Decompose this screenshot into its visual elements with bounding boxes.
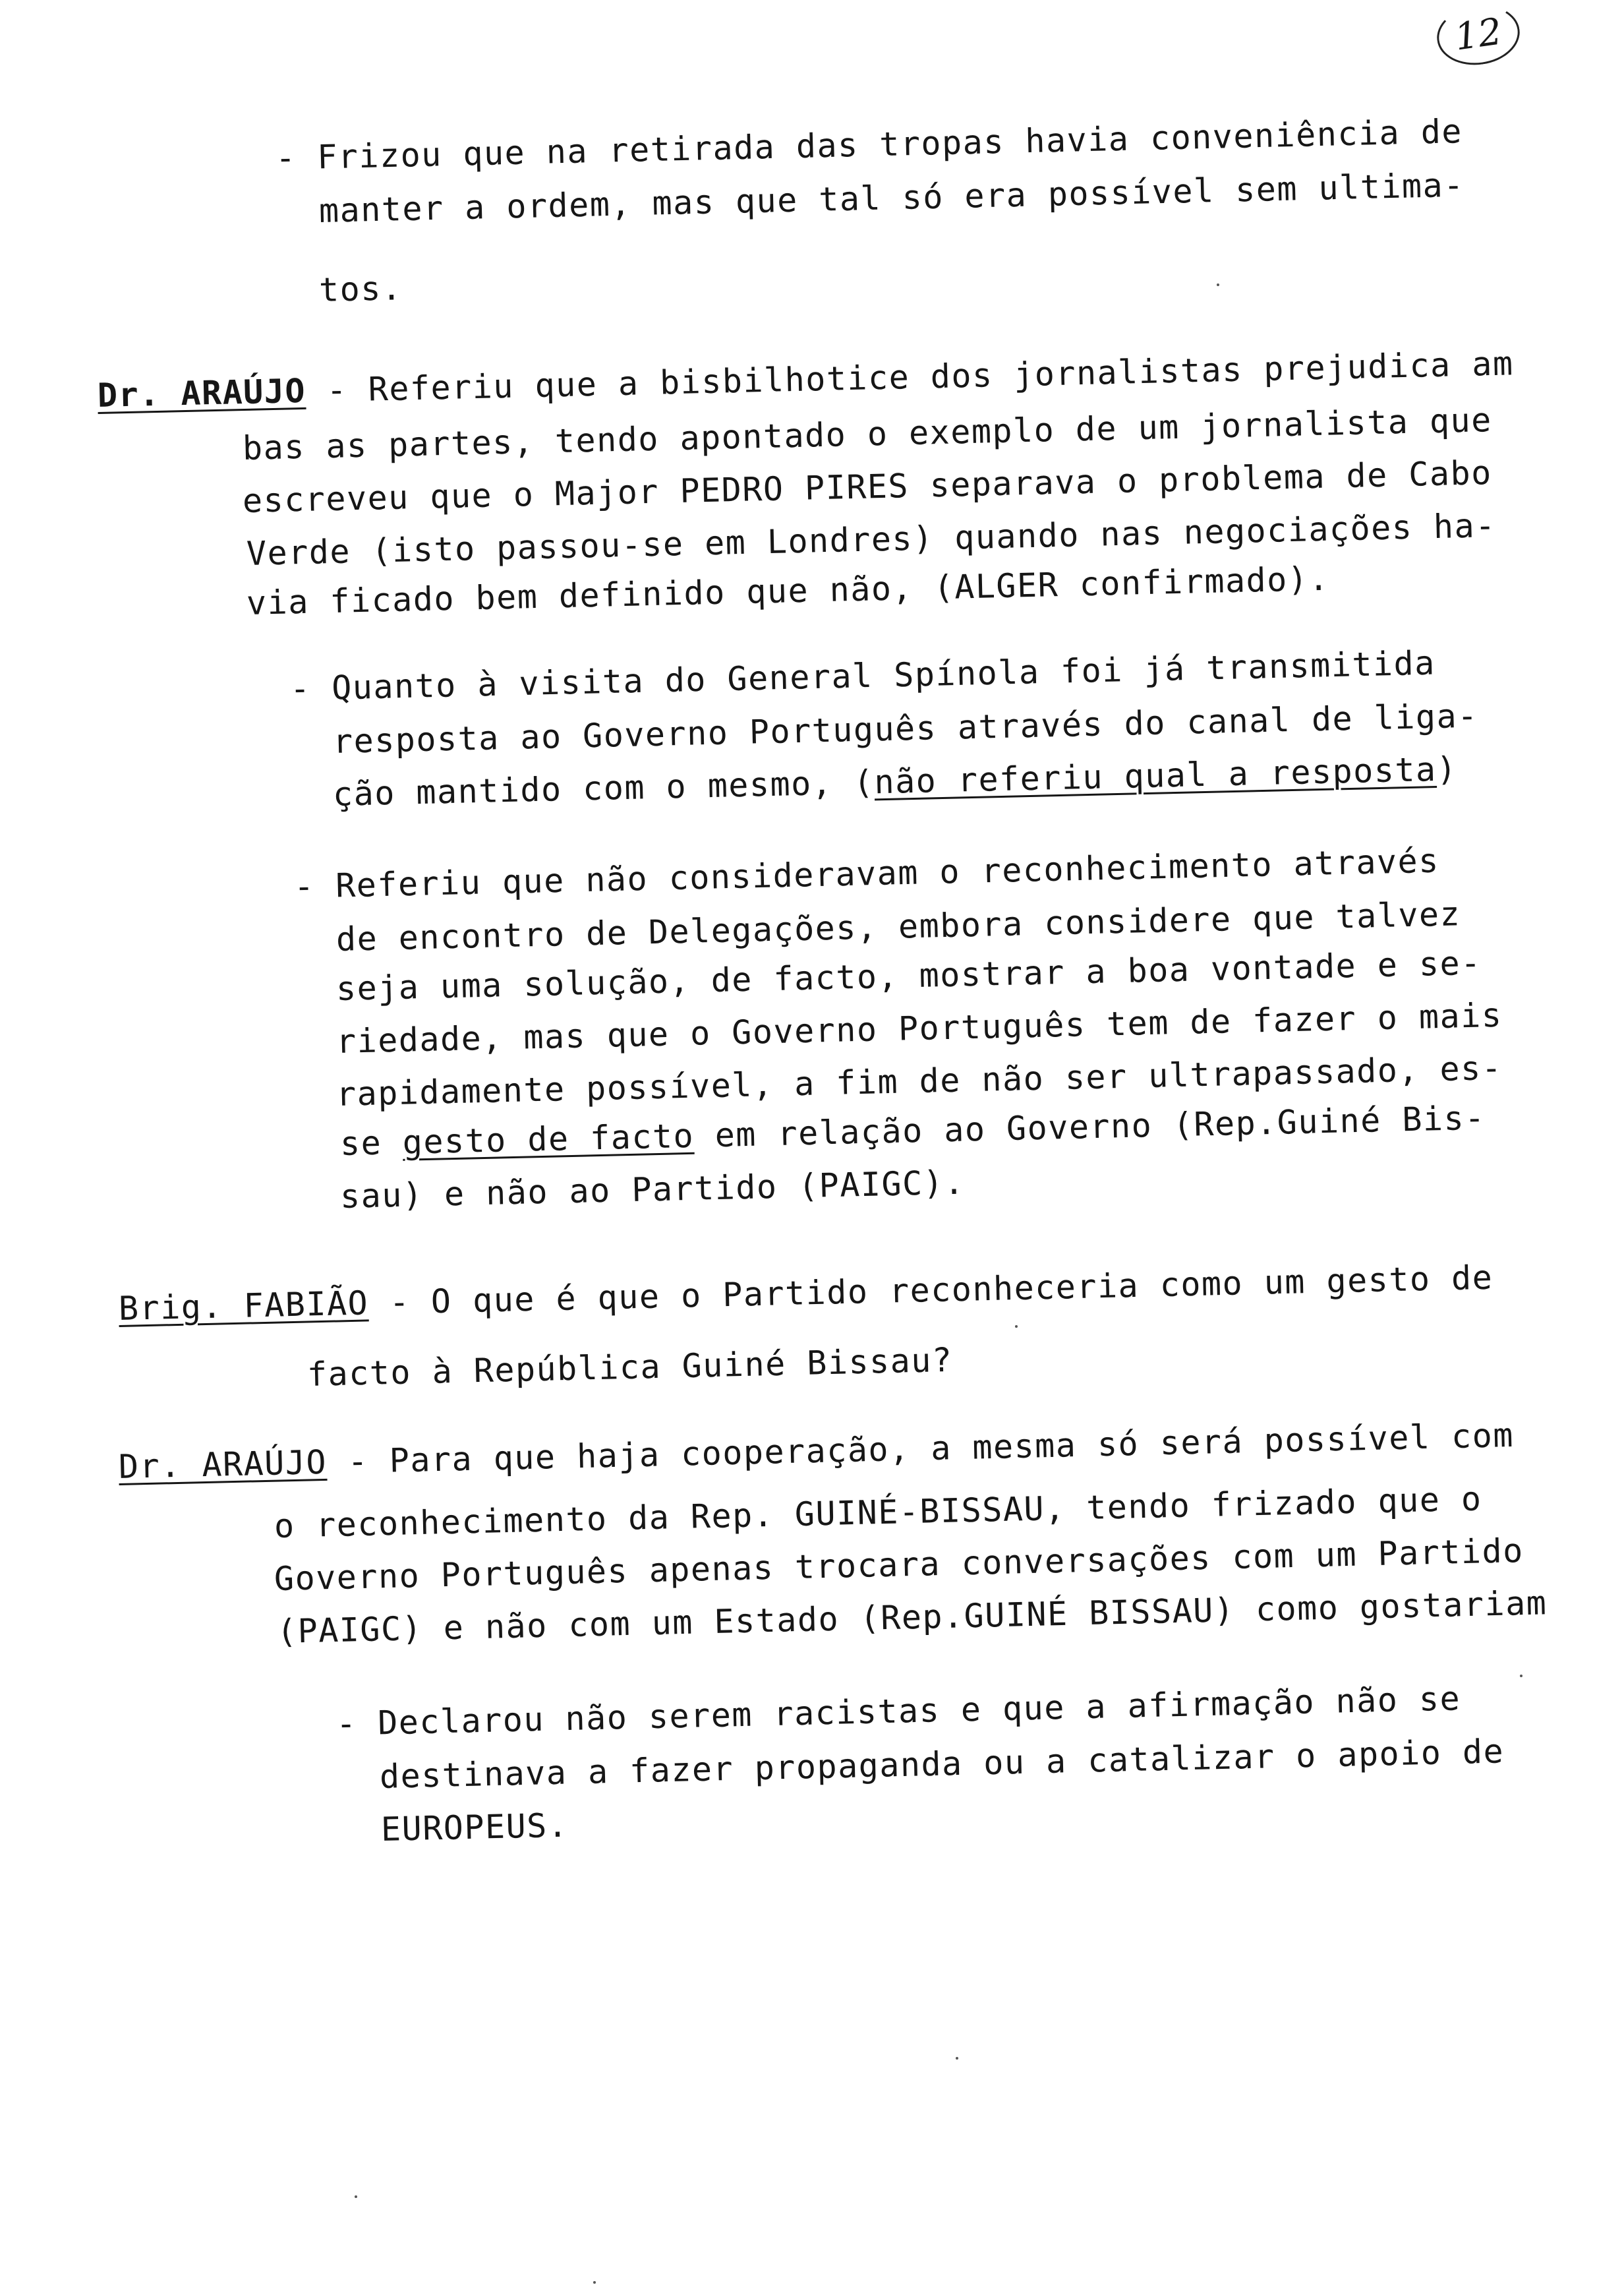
paragraph-line: Verde (isto passou-se em Londres) quando nas negociações ha- xyxy=(246,506,1497,573)
paragraph-line: - Referiu que não consideravam o reconhecimento através xyxy=(293,841,1440,906)
paragraph-line: EUROPEUS. xyxy=(380,1806,569,1849)
paragraph-line: manter a ordem, mas que tal só era possível sem ultima- xyxy=(318,165,1465,230)
page-number: 12 xyxy=(1433,0,1523,70)
paragraph-line: destinava a fazer propaganda ou a catalizar o apoio de xyxy=(379,1732,1505,1796)
text-segment: em relação ao Governo (Rep.Guiné Bis- xyxy=(693,1098,1486,1155)
paragraph-line: facto à República Guiné Bissau? xyxy=(306,1340,954,1394)
text-segment: ção mantido com o mesmo, ( xyxy=(332,763,875,814)
paragraph-line: - Quanto à visita do General Spínola foi já transmitida xyxy=(289,643,1436,708)
speaker-statement xyxy=(118,1415,1514,1487)
speaker-name: Dr. ARAÚJO xyxy=(97,371,306,415)
paragraph-line: - Declarou não serem racistas e que a afirmação não se xyxy=(335,1679,1461,1743)
paragraph-line: (PAIGC) e não com um Estado (Rep.GUINÉ BISSAU) como gostariam xyxy=(276,1584,1548,1651)
statement-text: - Referiu que a bisbilhotice dos jornalistas prejudica am xyxy=(305,344,1515,410)
statement-text: - Para que haja cooperação, a mesma só será possível com xyxy=(326,1415,1515,1481)
paragraph-line: bas as partes, tendo apontado o exemplo de um jornalista que xyxy=(242,400,1493,467)
underlined-phrase: gesto de facto xyxy=(402,1116,695,1162)
scan-speck xyxy=(956,2057,958,2060)
scan-speck xyxy=(355,2195,357,2198)
paragraph-line: tos. xyxy=(318,269,403,309)
scan-speck xyxy=(593,2281,596,2284)
paragraph-line xyxy=(332,749,1457,814)
underlined-note: não referiu qual a resposta xyxy=(873,750,1437,802)
paragraph-line: sau) e não ao Partido (PAIGC). xyxy=(339,1163,966,1216)
paragraph-line: o reconhecimento da Rep. GUINÉ-BISSAU, tendo frizado que o xyxy=(274,1479,1483,1545)
paragraph-line: - Frizou que na retirada das tropas havia conveniência de xyxy=(275,112,1463,177)
paragraph-line: resposta ao Governo Português através do canal de liga- xyxy=(332,696,1479,761)
paragraph-line: rapidamente possível, a fim de não ser ultrapassado, es- xyxy=(335,1048,1503,1114)
statement-text: - O que é que o Partido reconheceria como um gesto de xyxy=(368,1258,1494,1323)
speaker-name: Dr. ARAÚJO xyxy=(118,1442,328,1486)
scan-speck xyxy=(1520,1675,1522,1677)
paragraph-line: seja uma solução, de facto, mostrar a boa vontade e se- xyxy=(335,943,1482,1008)
paragraph-line: riedade, mas que o Governo Português tem de fazer o mais xyxy=(335,996,1503,1061)
paragraph-line: escreveu que o Major PEDRO PIRES separava o problema de Cabo xyxy=(242,453,1493,520)
scan-speck xyxy=(1015,1325,1018,1328)
text-segment: ) xyxy=(1436,750,1458,788)
speaker-statement xyxy=(118,1258,1494,1328)
paragraph-line: via ficado bem definido que não, (ALGER confirmado). xyxy=(246,559,1330,622)
text-segment: se xyxy=(339,1123,403,1163)
speaker-name: Brig. FABIÃO xyxy=(118,1284,369,1328)
paragraph-line: Governo Português apenas trocara conversações com um Partido xyxy=(274,1531,1524,1598)
scan-speck xyxy=(1217,283,1219,286)
paragraph-line: de encontro de Delegações, embora considere que talvez xyxy=(335,895,1461,959)
